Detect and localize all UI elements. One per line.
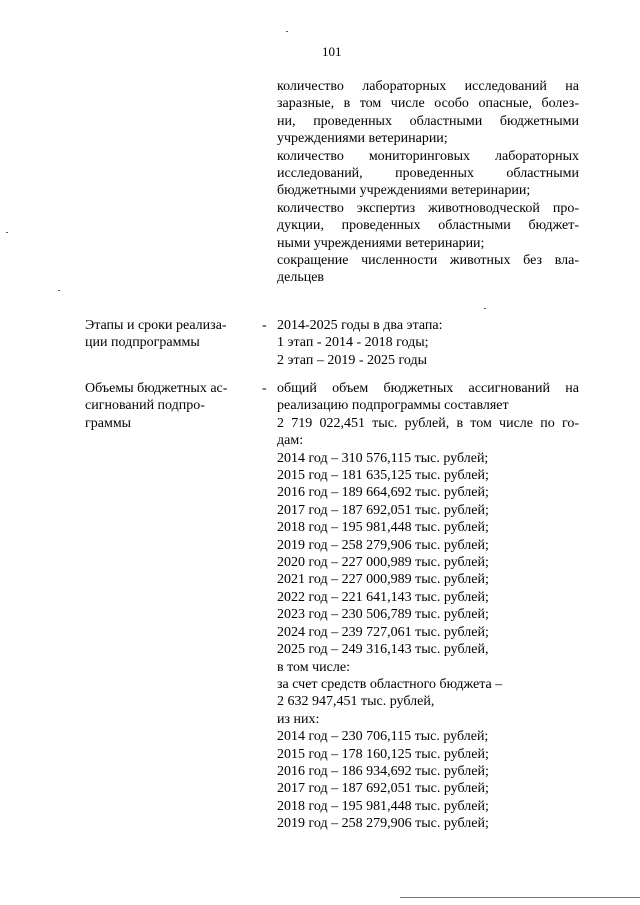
scan-speck xyxy=(484,308,486,309)
budget-year-line: 2015 год – 178 160,125 тыс. рублей; xyxy=(277,746,489,762)
budget-year-line: 2025 год – 249 316,143 тыс. рублей, xyxy=(277,642,489,658)
text-line: ными учреждениями ветеринарии; xyxy=(277,235,485,251)
value-line: 2 632 947,451 тыс. рублей, xyxy=(277,694,435,710)
value-line: общий объем бюджетных ассигнований на xyxy=(277,381,579,396)
stages-value xyxy=(277,317,579,369)
scan-edge-line xyxy=(400,897,640,898)
text-line: количество мониторинговых лабораторных xyxy=(277,148,579,164)
budget-year-line: 2014 год – 310 576,115 тыс. рублей; xyxy=(277,450,489,466)
value-line: 2014-2025 годы в два этапа: xyxy=(277,318,443,333)
budget-label xyxy=(85,380,250,432)
budget-year-line: 2014 год – 230 706,115 тыс. рублей; xyxy=(277,729,489,745)
budget-year-line: 2015 год – 181 635,125 тыс. рублей; xyxy=(277,468,489,484)
budget-year-line: 2018 год – 195 981,448 тыс. рублей; xyxy=(277,798,489,814)
value-line: 2 этап – 2019 - 2025 годы xyxy=(277,352,428,368)
text-line: ни, проведенных областными бюджетными xyxy=(277,113,579,129)
value-line: за счет средств областного бюджета – xyxy=(277,676,503,692)
text-line: заразные, в том числе особо опасные, болез- xyxy=(277,96,579,112)
budget-year-line: 2023 год – 230 506,789 тыс. рублей; xyxy=(277,607,489,623)
budget-year-line: 2024 год – 239 727,061 тыс. рублей; xyxy=(277,624,489,640)
stages-dash: - xyxy=(262,318,267,333)
budget-year-line: 2016 год – 186 934,692 тыс. рублей; xyxy=(277,763,489,779)
value-line: 2 719 022,451 тыс. рублей, в том числе по го- xyxy=(277,415,579,431)
budget-year-line: 2021 год – 227 000,989 тыс. рублей; xyxy=(277,572,489,588)
value-line: дам: xyxy=(277,433,304,449)
label-line: ции подпрограммы xyxy=(85,335,200,351)
budget-year-line: 2016 год – 189 664,692 тыс. рублей; xyxy=(277,485,489,501)
value-line: в том числе: xyxy=(277,659,350,675)
budget-year-line: 2019 год – 258 279,906 тыс. рублей; xyxy=(277,816,489,832)
value-line: реализацию подпрограммы составляет xyxy=(277,398,509,414)
budget-year-line: 2017 год – 187 692,051 тыс. рублей; xyxy=(277,781,489,797)
text-line: исследований, проведенных областными xyxy=(277,166,579,182)
budget-year-line: 2019 год – 258 279,906 тыс. рублей; xyxy=(277,537,489,553)
budget-year-line: 2017 год – 187 692,051 тыс. рублей; xyxy=(277,502,489,518)
budget-year-line: 2018 год – 195 981,448 тыс. рублей; xyxy=(277,520,489,536)
text-line: бюджетными учреждениями ветеринарии; xyxy=(277,183,531,199)
text-line: дельцев xyxy=(277,270,325,286)
value-line: из них: xyxy=(277,711,320,727)
indicators-text xyxy=(277,78,579,287)
budget-year-line: 2022 год – 221 641,143 тыс. рублей; xyxy=(277,589,489,605)
label-line: сигнований подпро- xyxy=(85,398,205,414)
label-line: граммы xyxy=(85,415,132,431)
label-line: Этапы и сроки реализа- xyxy=(85,318,227,333)
label-line: Объемы бюджетных ас- xyxy=(85,381,228,396)
budget-value xyxy=(277,380,579,833)
text-line: количество экспертиз животноводческой про- xyxy=(277,200,579,216)
budget-dash: - xyxy=(262,381,267,396)
page-number: 101 xyxy=(322,44,342,59)
budget-year-line: 2020 год – 227 000,989 тыс. рублей; xyxy=(277,555,489,571)
scan-speck xyxy=(6,232,8,233)
scan-speck xyxy=(58,290,60,291)
scan-speck xyxy=(286,31,288,32)
text-line: количество лабораторных исследований на xyxy=(277,79,579,94)
text-line: дукции, проведенных областными бюджет- xyxy=(277,218,579,234)
text-line: сокращение численности животных без вла- xyxy=(277,253,579,269)
stages-label xyxy=(85,317,250,352)
value-line: 1 этап - 2014 - 2018 годы; xyxy=(277,335,429,351)
text-line: учреждениями ветеринарии; xyxy=(277,131,448,147)
